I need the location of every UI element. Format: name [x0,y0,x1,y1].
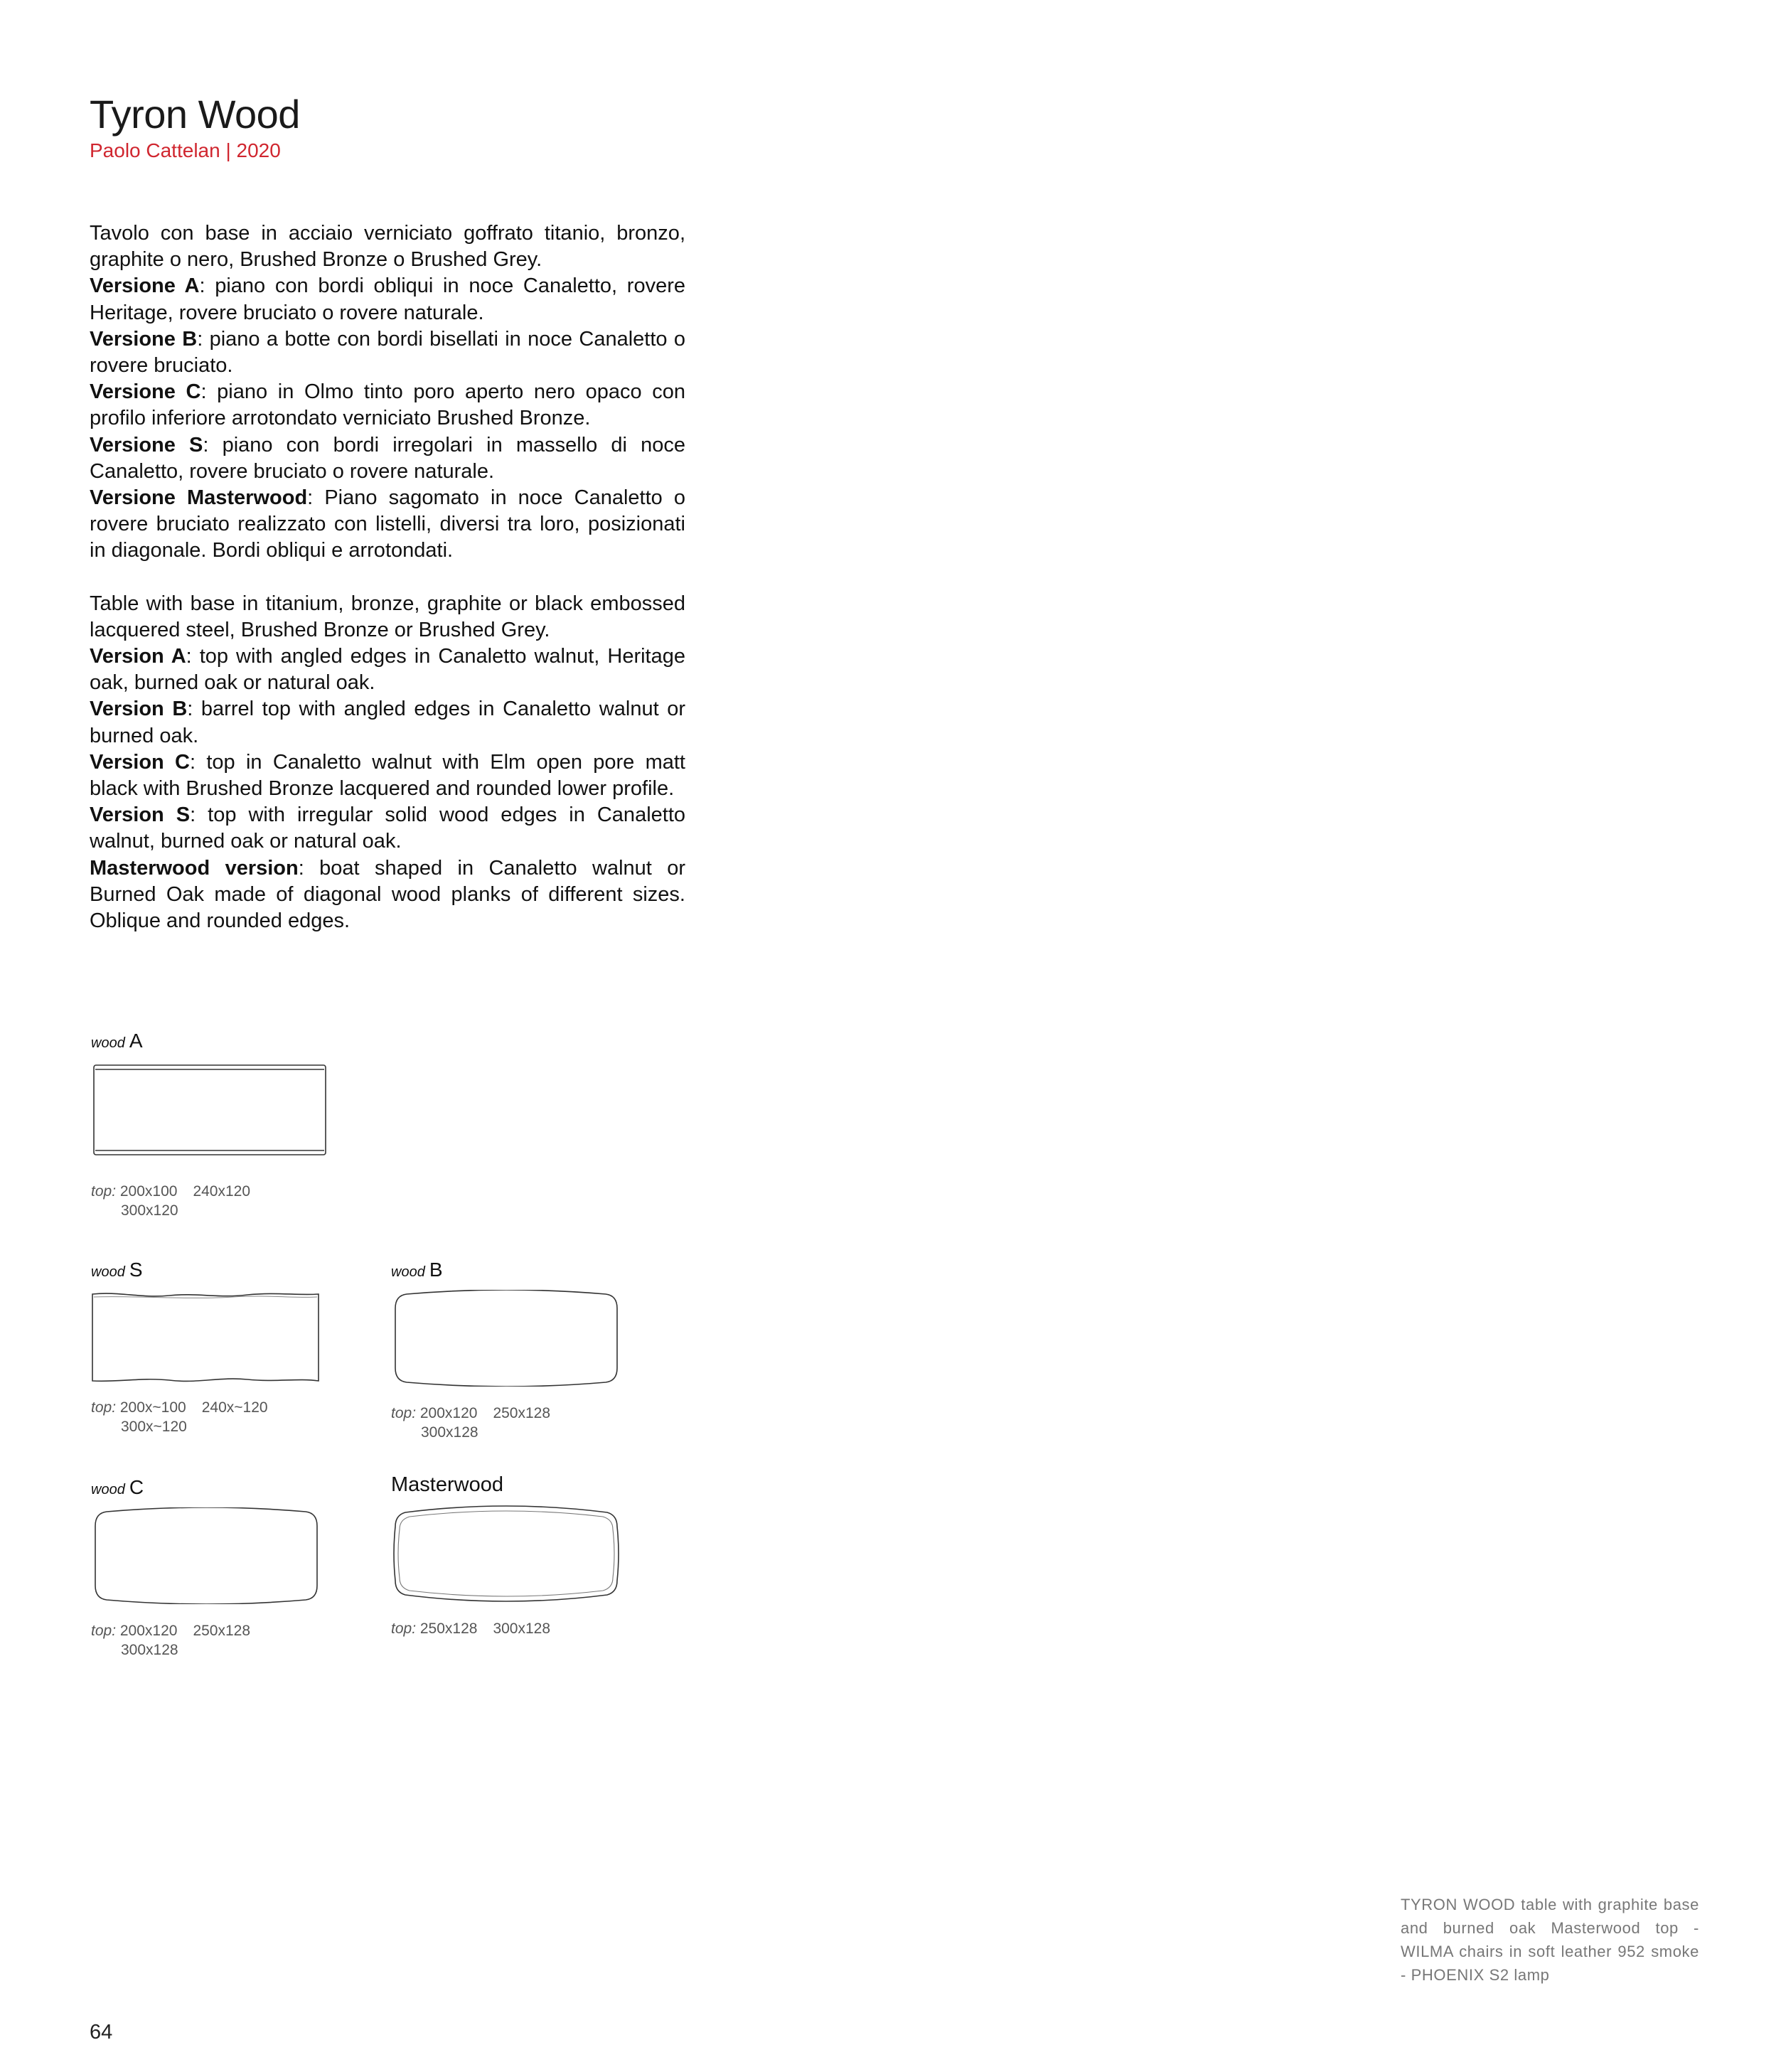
variant-label: wood S [91,1259,143,1281]
page-title: Tyron Wood [90,92,300,137]
english-version-a: Version A: top with angled edges in Canaletto walnut, Heritage oak, burned oak or natural oak. [90,645,685,695]
english-intro: Table with base in titanium, bronze, graphite or black embossed lacquered steel, Brushed Bronze or Brushed Grey. [90,592,685,641]
italian-version-b: Versione B: piano a botte con bordi bisellati in noce Canaletto o rovere bruciato. [90,327,685,378]
designer-name: Paolo Cattelan [90,139,220,161]
variant-label: Masterwood [391,1473,503,1496]
page-number: 64 [90,2021,113,2044]
english-version-s: Version S: top with irregular solid wood edges in Canaletto walnut, burned oak or natural oak. [90,803,686,853]
designer-credit [90,139,281,162]
variant-label: wood B [391,1259,443,1281]
photo-caption: TYRON WOOD table with graphite base and burned oak Masterwood top - WILMA chairs in soft leather 952 smoke - PHOENIX S2 lamp [1401,1896,1699,1984]
italian-intro: Tavolo con base in acciaio verniciato goffrato titanio, bronzo, graphite o nero, Brushed Bronze o Brushed Grey. [90,222,685,272]
english-version-c: Version C: top in Canaletto walnut with Elm open pore matt black with Brushed Bronze lacquered and rounded lower profile. [90,750,685,801]
variant-sizes: top: 200x120 250x128 300x128 [391,1405,551,1441]
wood-b-top-shape [391,1290,621,1387]
paragraph-gap [90,565,685,591]
description [90,220,685,934]
italian-version-masterwood: Versione Masterwood: Piano sagomato in noce Canaletto o rovere bruciato realizzato con listelli, diversi tra loro, posizionati in diagonale. Bordi obliqui e arrotondati. [90,486,685,562]
variant-sizes: top: 200x100 240x120 300x120 [91,1183,251,1219]
variant-sizes: top: 200x120 250x128 300x128 [91,1623,251,1658]
variant-sizes: top: 200x~100 240x~120 300x~120 [91,1399,268,1435]
english-version-b: Version B: barrel top with angled edges in Canaletto walnut or burned oak. [90,698,685,747]
variant-wood-b [391,1259,621,1442]
credit-separator: | [225,139,231,161]
variant-wood-c [91,1476,321,1660]
variant-wood-a [91,1030,330,1220]
variant-wood-s [91,1259,321,1436]
variant-label: wood A [91,1030,143,1052]
masterwood-top-shape [391,1505,621,1602]
italian-version-a: Versione A: piano con bordi obliqui in noce Canaletto, rovere Heritage, rovere bruciato o rovere naturale. [90,274,685,324]
english-version-masterwood: Masterwood version: boat shaped in Canaletto walnut or Burned Oak made of diagonal wood planks of different sizes. Oblique and rounded edges. [90,856,686,933]
variant-label: wood C [91,1476,144,1498]
variant-masterwood [391,1473,621,1638]
variant-sizes: top: 250x128 300x128 [391,1620,551,1637]
design-year: 2020 [236,139,281,161]
wood-s-top-shape [91,1290,321,1387]
italian-version-s: Versione S: piano con bordi irregolari in massello di noce Canaletto, rovere bruciato o rovere naturale. [90,433,685,483]
wood-a-top-shape [91,1062,330,1159]
italian-version-c: Versione C: piano in Olmo tinto poro aperto nero opaco con profilo inferiore arrotondato verniciato Brushed Bronze. [90,380,685,430]
wood-c-top-shape [91,1507,321,1604]
